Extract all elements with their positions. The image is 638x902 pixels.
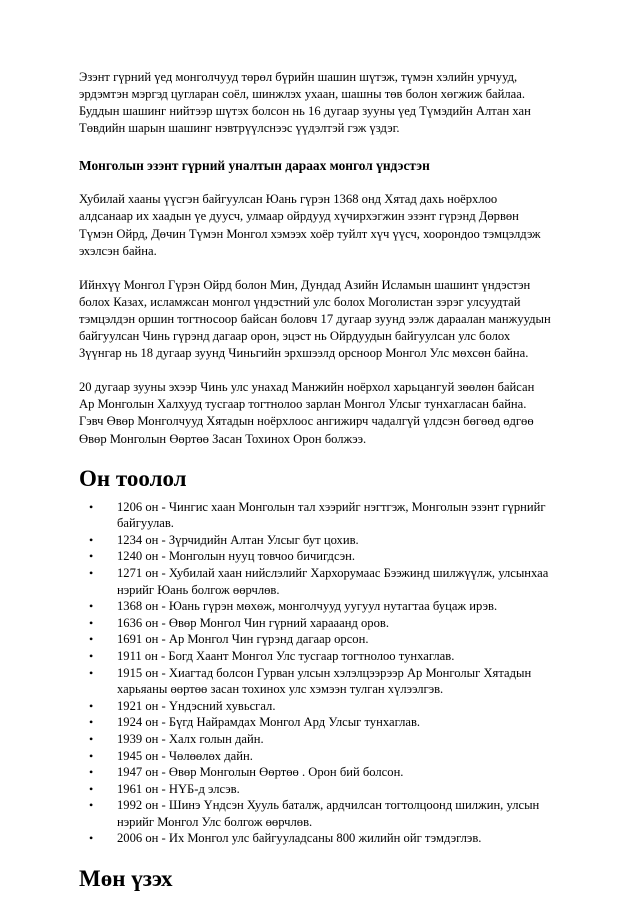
paragraph-line: Ийнхүү Монгол Гүрэн Ойрд болон Мин, Дундад Азийн Исламын шашинт үндэстэн bbox=[79, 277, 531, 292]
paragraph-line: Зүүнгар нь 18 дугаар зуунд Чиньгийн эрхшээлд орсноор Монгол Улс мөхсөн байна. bbox=[79, 346, 529, 361]
timeline-item: • 1911 он - Богд Хаант Монгол Улс тусгаар тогтнолоо тунхаглав. bbox=[89, 648, 455, 663]
bullet-icon: • bbox=[89, 715, 94, 730]
bullet-icon: • bbox=[89, 632, 94, 647]
bullet-icon: • bbox=[89, 748, 94, 763]
bullet-icon: • bbox=[89, 615, 94, 630]
paragraph-line: Түмэн Ойрд, Дөчин Түмэн Монгол хэмээх хоёр туйлт хүч үүсч, хоорондоо тэмцэлдэж bbox=[79, 226, 541, 241]
timeline-item: • 1992 он - Шинэ Үндсэн Хууль баталж, ардчилсан тогтолцоонд шилжин, улсын нэрийг Монгол Улс болгож өөрчлөв. bbox=[89, 798, 540, 829]
paragraph-line: Хубилай хааны үүсгэн байгуулсан Юань гүрэн 1368 онд Хятад дахь ноёрхлоо bbox=[79, 192, 498, 207]
bullet-icon: • bbox=[89, 698, 94, 713]
timeline-item: • 1271 он - Хубилай хаан нийслэлийг Хархорумаас Бээжинд шилжүүлж, улсынхаа нэрийг Юань болгож өөрчлөв. bbox=[89, 565, 549, 597]
timeline-item: • 1691 он - Ар Монгол Чин гүрэнд дагаар орсон. bbox=[89, 632, 369, 647]
paragraph-line: Гэвч Өвөр Монголчууд Хятадын ноёрхлоос ангижирч чадалгүй үлдсэн бөгөөд өдгөө bbox=[79, 414, 534, 429]
bullet-icon: • bbox=[89, 665, 94, 680]
bullet-icon: • bbox=[89, 798, 94, 813]
document-page bbox=[79, 69, 563, 893]
timeline-item: • 1915 он - Хиагтад болсон Гурван улсын хэлэлцээрээр Ар Монголыг Хятадын харьяаны өөртөө засан тохинох улс хэмээн тулган хүлээлгэв. bbox=[89, 665, 532, 697]
timeline-list bbox=[79, 499, 563, 847]
paragraph-line: эхэлсэн байна. bbox=[79, 243, 157, 258]
intro-line: Төвдийн шарын шашинг нэвтрүүлснээс үүдэлтэй гэж үздэг. bbox=[79, 121, 400, 136]
see-also-heading: Мөн үзэх bbox=[79, 866, 173, 892]
paragraph-line: тэмцэлдэн оршин тогтносоор байсан боловч 17 дугаар зуунд ээлж дараалан манжуудын bbox=[79, 311, 551, 326]
timeline-heading: Он тоолол bbox=[79, 465, 187, 491]
paragraph-line: байгуулсан Чинь гүрэнд дагаар орон, эцэст нь Ойрдуудын байгуулсан улс болох bbox=[79, 329, 511, 344]
paragraph-line: болох Казах, исламжсан монгол үндэстний улс болох Моголистан зэрэг улсуудтай bbox=[79, 294, 521, 309]
paragraph-line: Өвөр Монголын Өөртөө Засан Тохинох Орон болжээ. bbox=[79, 431, 367, 446]
paragraph-line: 20 дугаар зууны эхээр Чинь улс унахад Манжийн ноёрхол харьцангуй зөөлөн байсан bbox=[79, 380, 535, 395]
timeline-item: • 2006 он - Их Монгол улс байгууладсаны 800 жилийн ойг тэмдэглэв. bbox=[89, 831, 482, 846]
bullet-icon: • bbox=[89, 549, 94, 564]
paragraph-yuan bbox=[79, 191, 563, 259]
timeline-item: • 1240 он - Монголын нууц товчоо бичигдсэн. bbox=[89, 549, 356, 564]
bullet-icon: • bbox=[89, 648, 94, 663]
timeline-item: • 1206 он - Чингис хаан Монголын тал хээрийг нэгтгэж, Монголын эзэнт гүрнийг байгуулав. bbox=[89, 499, 546, 531]
timeline-item: • 1636 он - Өвөр Монгол Чин гүрний харааанд оров. bbox=[89, 615, 389, 630]
bullet-icon: • bbox=[89, 565, 94, 580]
timeline-item: • 1961 он - НҮБ-д элсэв. bbox=[89, 781, 240, 796]
timeline-item: • 1947 он - Өвөр Монголын Өөртөө . Орон бий болсон. bbox=[89, 765, 404, 780]
timeline-item: • 1921 он - Үндэсний хувьсгал. bbox=[89, 698, 276, 713]
bullet-icon: • bbox=[89, 731, 94, 746]
bullet-icon: • bbox=[89, 765, 94, 780]
intro-paragraph bbox=[79, 69, 563, 137]
timeline-item: • 1939 он - Халх голын дайн. bbox=[89, 731, 264, 746]
bullet-icon: • bbox=[89, 831, 94, 846]
timeline-item: • 1234 он - Зүрчидийн Алтан Улсыг бут цохив. bbox=[89, 532, 359, 547]
intro-line: Буддын шашинг нийтээр шүтэх болсон нь 16 дугаар зууны үед Түмэдийн Алтан хан bbox=[79, 104, 531, 119]
intro-line: Эзэнт гүрний үед монголчууд төрөл бүрийн шашин шүтэж, түмэн хэлийн урчууд, bbox=[79, 70, 518, 84]
timeline-item: • 1945 он - Чөлөөлөх дайн. bbox=[89, 748, 253, 763]
intro-line: эрдэмтэн мэргэд цугларан соёл, шинжлэх ухаан, шашны төв болон хөгжиж байлаа. bbox=[79, 87, 526, 102]
bullet-icon: • bbox=[89, 532, 94, 547]
timeline-item: • 1368 он - Юань гүрэн мөхөж, монголчууд уугуул нутагтаа буцаж ирэв. bbox=[89, 599, 498, 614]
section-heading: Монголын эзэнт гүрний уналтын дараах монгол үндэстэн bbox=[79, 158, 430, 174]
bullet-icon: • bbox=[89, 599, 94, 614]
timeline-item: • 1924 он - Бүгд Найрамдах Монгол Ард Улсыг тунхаглав. bbox=[89, 715, 421, 730]
paragraph-oirad bbox=[79, 277, 563, 362]
bullet-icon: • bbox=[89, 781, 94, 796]
bullet-icon: • bbox=[89, 499, 94, 514]
paragraph-line: алдсанаар их хаадын үе дуусч, улмаар ойрдууд хүчирхэгжин эзэнт гүрэнд Дөрвөн bbox=[79, 209, 519, 224]
paragraph-20th-century bbox=[79, 379, 563, 447]
paragraph-line: Ар Монголын Халхууд тусгаар тогтнолоо зарлан Монгол Улсыг тунхагласан байна. bbox=[79, 397, 527, 412]
